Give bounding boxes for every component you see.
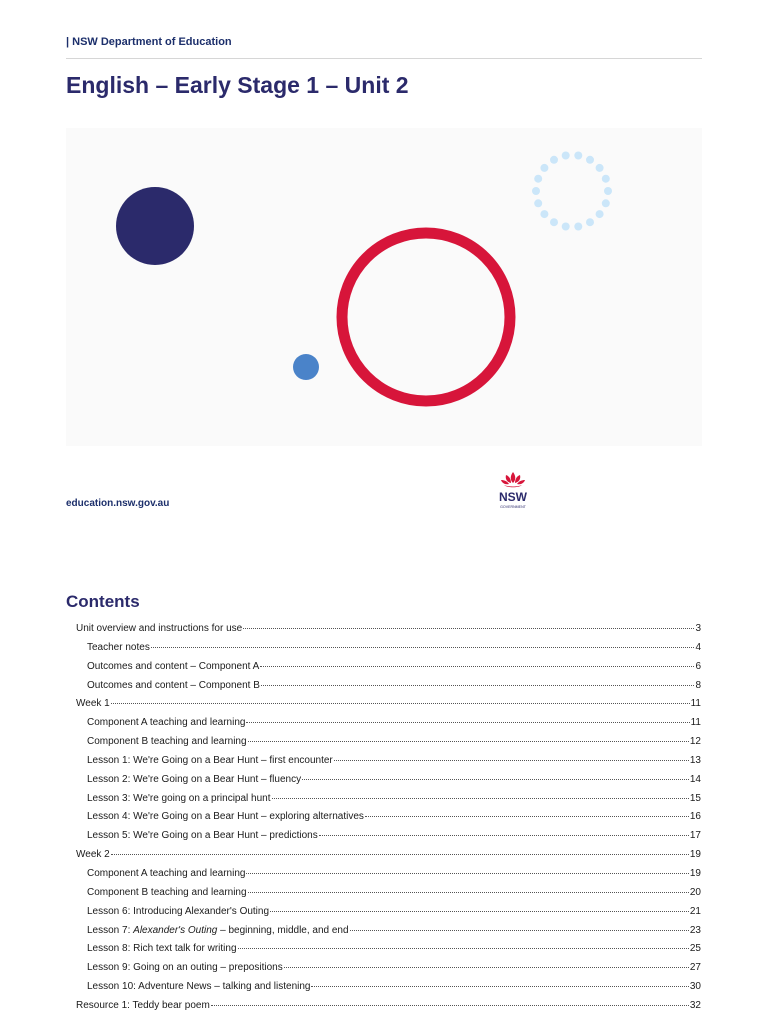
toc-entry[interactable] — [76, 658, 701, 677]
toc-entry[interactable] — [76, 978, 701, 997]
toc-leader — [261, 684, 695, 686]
toc-leader — [270, 910, 689, 912]
toc-entry-label: Lesson 4: We're Going on a Bear Hunt – exploring alternatives — [87, 811, 364, 823]
toc-entry-page: 30 — [689, 981, 701, 993]
toc-entry-label: Week 2 — [76, 849, 110, 861]
toc-entry-label: Lesson 3: We're going on a principal hunt — [87, 792, 271, 804]
hero-graphic — [66, 128, 702, 446]
toc-leader — [365, 815, 689, 817]
ring-dot — [534, 175, 542, 183]
toc-entry-page: 11 — [690, 698, 701, 710]
toc-entry[interactable] — [76, 677, 701, 696]
toc-entry-page: 20 — [689, 886, 701, 898]
toc-entry-label: Lesson 1: We're Going on a Bear Hunt – first encounter — [87, 754, 333, 766]
toc-leader — [248, 740, 689, 742]
ring-dot — [586, 156, 594, 164]
toc-entry-page: 15 — [689, 792, 701, 804]
toc-entry[interactable] — [76, 790, 701, 809]
toc-entry-label: Component B teaching and learning — [87, 886, 247, 898]
ring-dot — [586, 218, 594, 226]
toc-entry-page: 27 — [689, 962, 701, 974]
toc-entry-page: 8 — [695, 679, 701, 691]
toc-entry[interactable] — [76, 846, 701, 865]
toc-entry[interactable] — [76, 922, 701, 941]
toc-entry-label: Lesson 9: Going on an outing – prepositions — [87, 962, 283, 974]
toc-entry-page: 13 — [689, 754, 701, 766]
toc-entry-label: Component A teaching and learning — [87, 867, 246, 879]
toc-leader — [350, 929, 689, 931]
toc-leader — [243, 627, 694, 629]
ring-dot — [574, 152, 582, 160]
toc-entry[interactable] — [76, 865, 701, 884]
toc-leader — [111, 853, 689, 855]
toc-leader — [211, 1004, 689, 1006]
ring-dot — [532, 187, 540, 195]
toc-leader — [334, 759, 689, 761]
toc-leader — [246, 872, 688, 874]
waratah-icon — [501, 472, 525, 487]
toc-leader — [311, 985, 688, 987]
toc-entry[interactable] — [76, 714, 701, 733]
ring-dot — [604, 187, 612, 195]
toc-leader — [302, 778, 689, 780]
contents-heading: Contents — [66, 592, 140, 611]
toc-entry[interactable] — [76, 808, 701, 827]
toc-entry-label: Lesson 5: We're Going on a Bear Hunt – predictions — [87, 830, 318, 842]
toc-leader — [319, 834, 689, 836]
toc-entry-label: Outcomes and content – Component A — [87, 660, 260, 672]
navy-circle — [116, 187, 194, 265]
site-url: education.nsw.gov.au — [66, 498, 170, 509]
table-of-contents — [76, 620, 701, 1016]
ring-dot — [550, 156, 558, 164]
dotted-ring — [532, 152, 612, 231]
toc-leader — [238, 947, 689, 949]
toc-entry-label: Lesson 7: Alexander's Outing – beginning, middle, and end — [87, 924, 349, 936]
toc-leader — [272, 797, 689, 799]
toc-entry-label: Unit overview and instructions for use — [76, 623, 243, 634]
toc-entry[interactable] — [76, 884, 701, 903]
toc-entry[interactable] — [76, 752, 701, 771]
toc-entry-label: Component A teaching and learning — [87, 717, 246, 729]
header-org: | NSW Department of Education — [66, 36, 702, 59]
ring-dot — [596, 164, 604, 172]
ring-dot — [602, 199, 610, 207]
ring-dot — [596, 210, 604, 218]
ring-dot — [574, 223, 582, 231]
toc-leader — [284, 966, 689, 968]
red-ring — [342, 233, 510, 401]
toc-entry[interactable] — [76, 827, 701, 846]
toc-entry[interactable] — [76, 903, 701, 922]
toc-entry-label: Resource 1: Teddy bear poem — [76, 999, 210, 1011]
logo-subtext: GOVERNMENT — [500, 505, 526, 509]
decorative-circles — [66, 128, 702, 446]
toc-leader — [246, 721, 689, 723]
toc-entry[interactable] — [76, 620, 701, 639]
toc-entry[interactable] — [76, 997, 701, 1016]
toc-entry-page: 19 — [689, 849, 701, 861]
toc-entry[interactable] — [76, 639, 701, 658]
toc-entry[interactable] — [76, 959, 701, 978]
toc-entry-page: 23 — [689, 924, 701, 936]
toc-entry-label: Component B teaching and learning — [87, 736, 247, 748]
toc-entry-label: Teacher notes — [87, 641, 150, 653]
toc-entry-label: Lesson 6: Introducing Alexander's Outing — [87, 905, 270, 917]
toc-entry-page: 19 — [689, 867, 701, 879]
toc-entry-label: Lesson 8: Rich text talk for writing — [87, 943, 237, 955]
blue-dot — [293, 354, 319, 380]
toc-entry-page: 3 — [695, 623, 701, 634]
toc-entry-label: Outcomes and content – Component B — [87, 679, 260, 691]
toc-entry-label: Lesson 2: We're Going on a Bear Hunt – fluency — [87, 773, 302, 785]
toc-entry[interactable] — [76, 695, 701, 714]
toc-entry-page: 12 — [689, 736, 701, 748]
toc-entry-label: Week 1 — [76, 698, 110, 710]
toc-entry[interactable] — [76, 733, 701, 752]
ring-dot — [534, 199, 542, 207]
logo-text: NSW — [499, 490, 527, 504]
ring-dot — [562, 152, 570, 160]
ring-dot — [562, 223, 570, 231]
toc-entry-page: 17 — [689, 830, 701, 842]
toc-entry-page: 14 — [689, 773, 701, 785]
ring-dot — [540, 210, 548, 218]
document-title: English – Early Stage 1 – Unit 2 — [66, 72, 409, 98]
ring-dot — [550, 218, 558, 226]
toc-entry-page: 6 — [695, 660, 701, 672]
toc-leader — [248, 891, 689, 893]
toc-entry-page: 25 — [689, 943, 701, 955]
nsw-government-logo — [490, 470, 536, 512]
toc-entry-page: 4 — [695, 641, 701, 653]
toc-leader — [151, 646, 695, 648]
toc-leader — [260, 665, 694, 667]
toc-entry-page: 32 — [689, 999, 701, 1011]
toc-entry-page: 21 — [689, 905, 701, 917]
toc-leader — [111, 702, 690, 704]
toc-entry-label: Lesson 10: Adventure News – talking and listening — [87, 981, 311, 993]
ring-dot — [602, 175, 610, 183]
ring-dot — [540, 164, 548, 172]
toc-entry-page: 11 — [690, 717, 701, 729]
toc-entry-page: 16 — [689, 811, 701, 823]
toc-entry[interactable] — [76, 771, 701, 790]
toc-entry[interactable] — [76, 940, 701, 959]
